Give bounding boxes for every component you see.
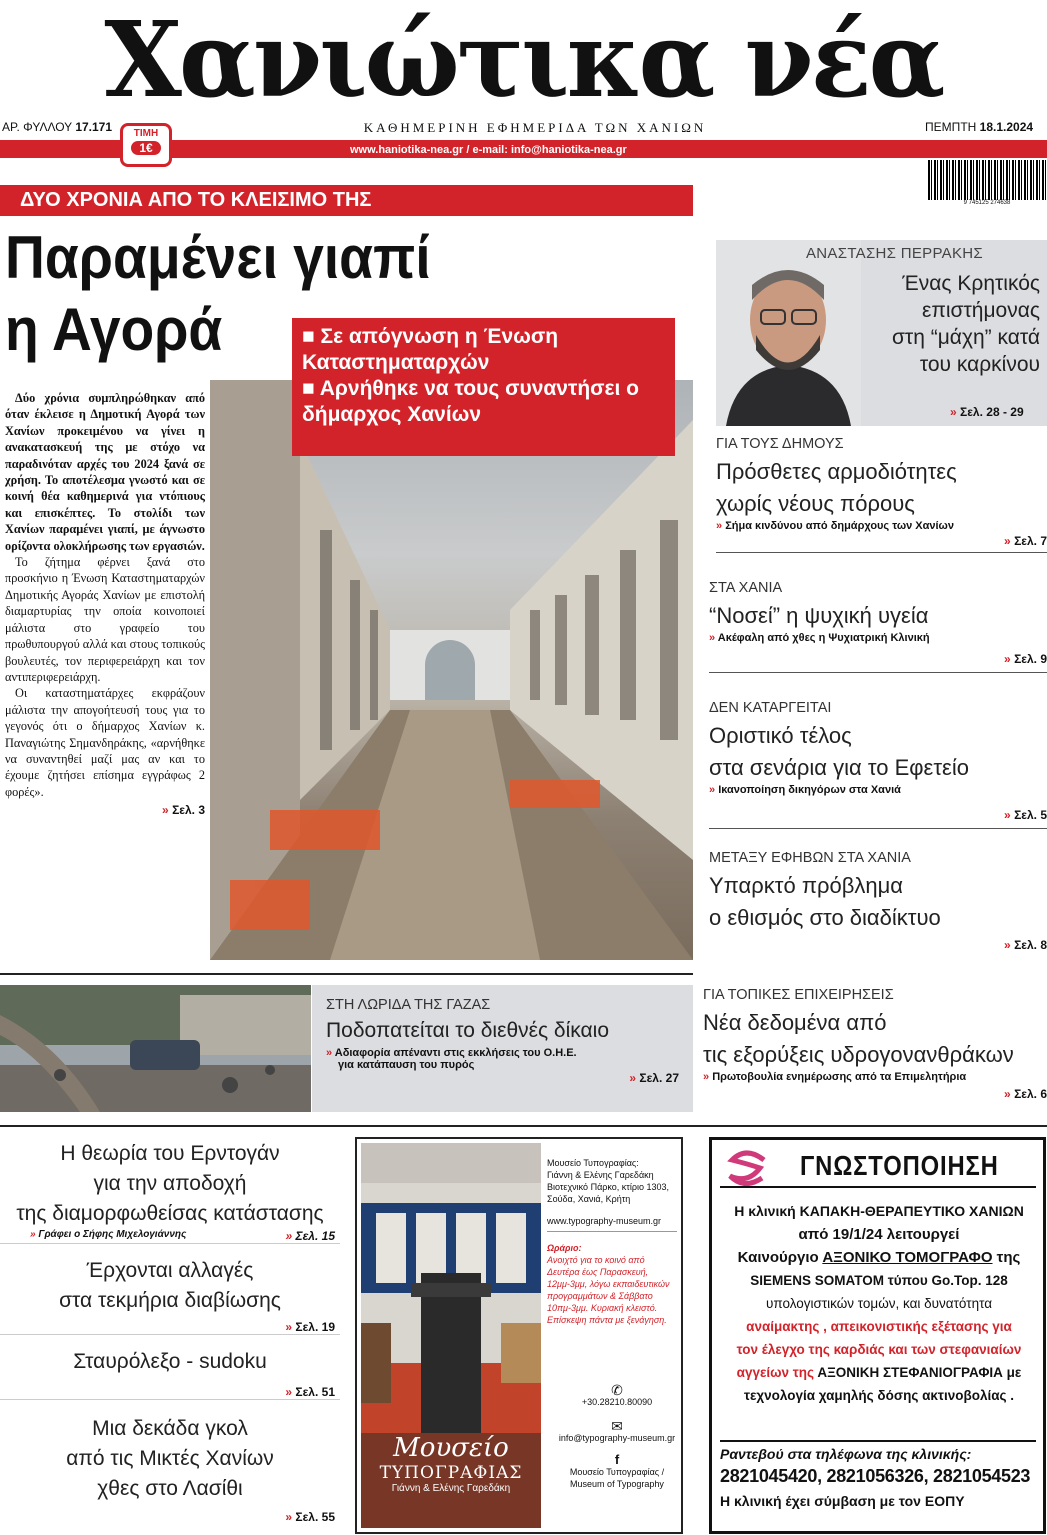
section-kicker: ΣΤΑ ΧΑΝΙΑ	[709, 580, 783, 596]
notice-eopy: Η κλινική έχει σύμβαση με τον ΕΟΠΥ	[720, 1493, 965, 1509]
hydro-page-label: Σελ. 6	[1014, 1087, 1047, 1101]
museum-logo-script: Μουσείο	[393, 1433, 509, 1463]
notice-title: ΓΝΩΣΤΟΠΟΙΗΣΗ	[800, 1150, 999, 1181]
day: ΠΕΜΠΤΗ	[925, 120, 977, 134]
feature-title-line: επιστήμονας	[922, 299, 1040, 322]
notice-phones[interactable]: 2821045420, 2821056326, 2821054523	[720, 1466, 1031, 1486]
left-item[interactable]: Σταυρόλεξο - sudoku » Σελ. 51	[0, 1335, 340, 1400]
section-item[interactable]: ΣΤΑ ΧΑΝΙΑ “Νοσεί” η ψυχική υγεία » Ακέφαλη από χθες η Ψυχιατρική Κλινική » Σελ. 9	[709, 580, 1047, 673]
section-title: Πρόσθετες αρμοδιότητες	[716, 459, 957, 484]
notice-line: τον έλεγχο της καρδιάς και των στεφανιαίων	[736, 1342, 1022, 1357]
gaza-title: Ποδοπατείται το διεθνές δίκαιο	[326, 1019, 610, 1042]
feature-page-ref[interactable]: » Σελ. 28 - 29	[950, 405, 1024, 419]
issue-info	[2, 120, 112, 134]
museum-contacts	[557, 1384, 677, 1490]
notice-line: από 19/1/24 λειτουργεί	[798, 1226, 960, 1243]
notice-line: αγγείων της	[736, 1365, 818, 1380]
market-photo	[210, 380, 693, 960]
left-item-line: Μια δεκάδα γκολ	[92, 1417, 248, 1440]
notice-line: της	[992, 1249, 1021, 1266]
portrait-illustration	[716, 240, 861, 426]
notice-body	[718, 1200, 1040, 1407]
feature-title-line: στη “μάχη” κατά	[891, 326, 1040, 349]
market-ruins-illustration	[210, 380, 693, 960]
left-item-line: στα τεκμήρια διαβίωσης	[59, 1289, 281, 1312]
left-item-page: Σελ. 19	[295, 1320, 335, 1334]
left-item[interactable]: Μια δεκάδα γκολ από τις Μικτές Χανίων χθες στο Λασίθι » Σελ. 55	[0, 1400, 340, 1524]
divider	[709, 828, 1047, 829]
section-title: χωρίς νέους πόρους	[716, 491, 915, 516]
price-value: 1€	[131, 141, 161, 155]
section-item[interactable]: ΔΕΝ ΚΑΤΑΡΓΕΙΤΑΙ Οριστικό τέλος στα σενάρια για το Εφετείο » Ικανοποίηση δικηγόρων στα Χανιά » Σελ. 5	[709, 700, 1047, 829]
section-title: ο εθισμός στο διαδίκτυο	[709, 905, 941, 930]
hydro-subtitle: Πρωτοβουλία ενημέρωσης από τα Επιμελητήρια	[712, 1071, 967, 1083]
hydro-kicker: ΓΙΑ ΤΟΠΙΚΕΣ ΕΠΙΧΕΙΡΗΣΕΙΣ	[703, 987, 894, 1003]
left-item[interactable]: Έρχονται αλλαγές στα τεκμήρια διαβίωσης » Σελ. 19	[0, 1244, 340, 1335]
section-kicker: ΜΕΤΑΞΥ ΕΦΗΒΩΝ ΣΤΑ ΧΑΝΙΑ	[709, 850, 911, 866]
notice-appointments: Ραντεβού στα τηλέφωνα της κλινικής:	[720, 1446, 972, 1462]
museum-address: Μουσείο Τυπογραφίας:	[547, 1158, 639, 1168]
price-badge	[120, 123, 172, 167]
left-item-line: Έρχονται αλλαγές	[86, 1259, 254, 1282]
museum-email[interactable]: info@typography-museum.gr	[558, 1433, 676, 1443]
clinic-logo-icon	[724, 1150, 768, 1186]
author-photo	[716, 240, 861, 426]
web-email-bar[interactable]: www.haniotika-nea.gr / e-mail: info@haniotika-nea.gr	[0, 143, 1047, 158]
left-item-page: Σελ. 15	[295, 1229, 335, 1243]
feature-title	[850, 270, 1040, 378]
gaza-article[interactable]: ΣΤΗ ΛΩΡΙΔΑ ΤΗΣ ΓΑΖΑΣ Ποδοπατείται το διεθνές δίκαιο » Αδιαφορία απέναντι στις εκκλήσεις του Ο.Η.Ε. για κατάπαυση του πυρός » Σελ. 27	[312, 985, 693, 1112]
issue-label: ΑΡ. ΦΥΛΛΟΥ	[2, 120, 72, 134]
facebook-icon: f	[614, 1452, 620, 1467]
lead-page-label: Σελ. 3	[172, 803, 205, 818]
museum-photo	[361, 1143, 541, 1528]
museum-ad[interactable]	[355, 1137, 683, 1534]
issue-number: 17.171	[75, 120, 113, 134]
lead-paragraph: Δύο χρόνια συμπληρώθηκαν από όταν έκλεισε η Δημοτική Αγορά των Χανίων προκειμένου να γίνει η ανακατασκευή της με στόχο να παραδινόταν αρχές του 2024 ξανά σε χρήση. Το αποτέλεσμα γνωστό και σε κοινή θέα καθημερινά για ντόπιους και επισκέπτες. Το στολίδι των Χανίων παραμένει γιαπί, με άγνωστο ορίζοντα ολοκλήρωσης των εργασιών.	[5, 391, 205, 553]
gaza-kicker: ΣΤΗ ΛΩΡΙΔΑ ΤΗΣ ΓΑΖΑΣ	[326, 997, 491, 1013]
section-title: Οριστικό τέλος	[709, 723, 852, 748]
feature-title-line: Ένας Κρητικός	[902, 272, 1040, 295]
phone-icon: ✆	[611, 1382, 623, 1398]
notice-contact	[720, 1440, 1036, 1509]
section-page-label: Σελ. 7	[1014, 534, 1047, 548]
museum-hours: Ανοιχτό για το κοινό από Δευτέρα έως Παρασκευή, 12μμ-3μμ, λόγω εκπαιδευτικών προγραμμάτων & Σάββατο 10πμ-3μμ. Κυριακή κλειστό. Επίσκεψη πάντα με ξενάγηση.	[547, 1255, 670, 1325]
museum-address: Σούδα, Χανιά, Κρήτη	[547, 1194, 631, 1204]
notice-header	[720, 1148, 1036, 1188]
section-item[interactable]: ΜΕΤΑΞΥ ΕΦΗΒΩΝ ΣΤΑ ΧΑΝΙΑ Υπαρκτό πρόβλημα ο εθισμός στο διαδίκτυο » Σελ. 8	[709, 850, 1047, 952]
gaza-photo	[0, 985, 311, 1112]
left-item-line: Η θεωρία του Ερντογάν	[60, 1142, 280, 1165]
museum-facebook[interactable]: Μουσείο Τυπογραφίας /	[569, 1467, 665, 1477]
notice-line: τεχνολογία χαμηλής δόσης ακτινοβολίας .	[743, 1388, 1015, 1403]
divider	[0, 973, 693, 975]
museum-facebook[interactable]: Museum of Typography	[570, 1479, 664, 1489]
feature-page-label: Σελ. 28 - 29	[960, 405, 1024, 419]
section-kicker: ΔΕΝ ΚΑΤΑΡΓΕΙΤΑΙ	[709, 700, 832, 716]
price-label: ΤΙΜΗ	[133, 128, 159, 139]
headline-line-2: η Αγορά	[5, 296, 223, 363]
left-item-line: Σταυρόλεξο - sudoku	[73, 1350, 267, 1373]
section-item[interactable]: ΓΙΑ ΤΟΥΣ ΔΗΜΟΥΣ Πρόσθετες αρμοδιότητες χωρίς νέους πόρους » Σήμα κινδύνου από δημάρχους των Χανίων » Σελ. 7	[716, 436, 1047, 553]
section-subtitle: Ακέφαλη από χθες η Ψυχιατρική Κλινική	[717, 632, 930, 644]
section-title: στα σενάρια για το Εφετείο	[709, 755, 969, 780]
gaza-rubble-illustration	[0, 985, 311, 1112]
lead-page-ref[interactable]: » Σελ. 3	[162, 803, 205, 818]
tagline: ΚΑΘΗΜΕΡΙΝΗ ΕΦΗΜΕΡΙΔΑ ΤΩΝ ΧΑΝΙΩΝ	[363, 120, 707, 135]
section-subtitle: Σήμα κινδύνου από δημάρχους των Χανίων	[725, 520, 954, 532]
museum-logo-main: ΤΥΠΟΓΡΑΦΙΑΣ	[379, 1463, 523, 1483]
hydro-title: τις εξορύξεις υδρογονανθράκων	[703, 1042, 1014, 1067]
museum-logo	[361, 1433, 541, 1494]
divider	[709, 672, 1047, 673]
notice-line: υπολογιστικών τομών, και δυνατότητα	[765, 1296, 993, 1311]
lead-bullets-box	[292, 318, 675, 456]
section-page-label: Σελ. 9	[1014, 652, 1047, 666]
museum-hours-label: Ωράριο:	[547, 1243, 582, 1253]
headline-line-1: Παραμένει γιαπί	[5, 224, 431, 291]
museum-address: Γιάννη & Ελένης Γαρεδάκη	[547, 1170, 654, 1180]
bullet-2: ■ Αρνήθηκε να τους συναντήσει ο δήμαρχος Χανίων	[302, 377, 639, 426]
left-item-page: Σελ. 55	[295, 1510, 335, 1524]
notice-line: ΑΞΟΝΙΚΟ ΤΟΜΟΓΡΑΦΟ	[822, 1249, 993, 1266]
hydro-title: Νέα δεδομένα από	[703, 1010, 887, 1035]
date: 18.1.2024	[979, 120, 1034, 134]
divider	[716, 552, 1047, 553]
left-item-sub: Γράφει ο Σήφης Μιχελογιάννης	[38, 1229, 187, 1240]
left-item-line: της διαμορφωθείσας κατάστασης	[16, 1202, 324, 1225]
museum-info	[547, 1157, 677, 1326]
gaza-subtitle-2: για κατάπαυση του πυρός	[338, 1059, 475, 1071]
section-title: “Νοσεί” η ψυχική υγεία	[709, 603, 929, 628]
left-items	[0, 1137, 340, 1524]
left-item[interactable]: Η θεωρία του Ερντογάν για την αποδοχή της διαμορφωθείσας κατάστασης » Γράφει ο Σήφης Μιχελογιάννης » Σελ. 15	[0, 1137, 340, 1244]
notice-line: SIEMENS SOMATOM τύπου Go.Top. 128	[750, 1273, 1008, 1288]
left-item-line: από τις Μικτές Χανίων	[66, 1447, 274, 1470]
mail-icon: ✉	[611, 1418, 623, 1434]
notice-line: Η κλινική ΚΑΠΑΚΗ-ΘΕΡΑΠΕΥΤΙΚΟ ΧΑΝΙΩΝ	[734, 1203, 1024, 1219]
barcode-number: 9 745125 274638	[928, 200, 1046, 210]
divider	[0, 1125, 1047, 1127]
lead-paragraph: Το ζήτημα φέρνει ξανά στο προσκήνιο η Ένωση Καταστηματαρχών Δημοτικής Αγοράς Χανίων με επιστολή διαμαρτυρίας την οποία κοινοποιεί μάλιστα στο γραφείο του πρωθυπουργού αλλά και στους τοπικούς βουλευτές, τον περιφερειάρχη και τον αντιπεριφερειάρχη.	[5, 555, 205, 684]
notice-line: ΑΞΟΝΙΚΗ ΣΤΕΦΑΝΙΟΓΡΑΦΙΑ με	[817, 1365, 1022, 1380]
left-item-line: χθες στο Λασίθι	[97, 1477, 243, 1500]
section-page-label: Σελ. 5	[1014, 808, 1047, 822]
hydro-article[interactable]: ΓΙΑ ΤΟΠΙΚΕΣ ΕΠΙΧΕΙΡΗΣΕΙΣ Νέα δεδομένα από τις εξορύξεις υδρογονανθράκων » Πρωτοβουλία ενημέρωσης από τα Επιμελητήρια » Σελ. 6	[703, 987, 1047, 1101]
section-kicker: ΓΙΑ ΤΟΥΣ ΔΗΜΟΥΣ	[716, 436, 844, 452]
notice-line: Καινούργιο	[737, 1249, 823, 1266]
gaza-subtitle: Αδιαφορία απέναντι στις εκκλήσεις του Ο.Η.Ε.	[334, 1047, 577, 1059]
lead-paragraph: Οι καταστηματάρχες εκφράζουν μάλιστα την απογοήτευσή τους για το γεγονός ότι ο δήμαρχος Χανίων κ. Παναγιώτης Σημανδηράκης, «αρνήθηκε να συναντηθεί μαζί μας αν και το έχουμε ζητήσει επίσημα εγγράφως 2 φορές».	[5, 686, 205, 799]
left-item-page: Σελ. 51	[295, 1385, 335, 1399]
clinic-notice-ad[interactable]	[709, 1137, 1046, 1534]
newspaper-title: Χανιώτικα νέα	[104, 0, 943, 121]
lead-body	[5, 390, 205, 819]
lead-kicker: ΔΥΟ ΧΡΟΝΙΑ ΑΠΟ ΤΟ ΚΛΕΙΣΙΜΟ ΤΗΣ	[0, 185, 693, 216]
notice-line: αναίμακτης , απεικονιστικής εξέτασης για	[746, 1319, 1012, 1334]
section-page-label: Σελ. 8	[1014, 938, 1047, 952]
section-subtitle: Ικανοποίηση δικηγόρων στα Χανιά	[718, 784, 901, 796]
section-title: Υπαρκτό πρόβλημα	[709, 873, 904, 898]
date-info	[925, 120, 1033, 134]
museum-phone[interactable]: +30.28210.80090	[581, 1397, 653, 1407]
gaza-page-label: Σελ. 27	[639, 1071, 679, 1085]
feature-kicker-text: ΑΝΑΣΤΑΣΗΣ ΠΕΡΡΑΚΗΣ	[806, 245, 983, 262]
museum-address: Βιοτεχνικό Πάρκο, κτίριο 1303,	[547, 1182, 669, 1192]
museum-web[interactable]: www.typography-museum.gr	[547, 1215, 677, 1232]
feature-title-line: του καρκίνου	[919, 353, 1040, 376]
museum-logo-sub: Γιάννη & Ελένης Γαρεδάκη	[391, 1483, 511, 1494]
left-item-line: για την αποδοχή	[93, 1172, 247, 1195]
feature-kicker	[806, 245, 983, 263]
bullet-1: ■ Σε απόγνωση η Ένωση Καταστηματαρχών	[302, 325, 559, 374]
